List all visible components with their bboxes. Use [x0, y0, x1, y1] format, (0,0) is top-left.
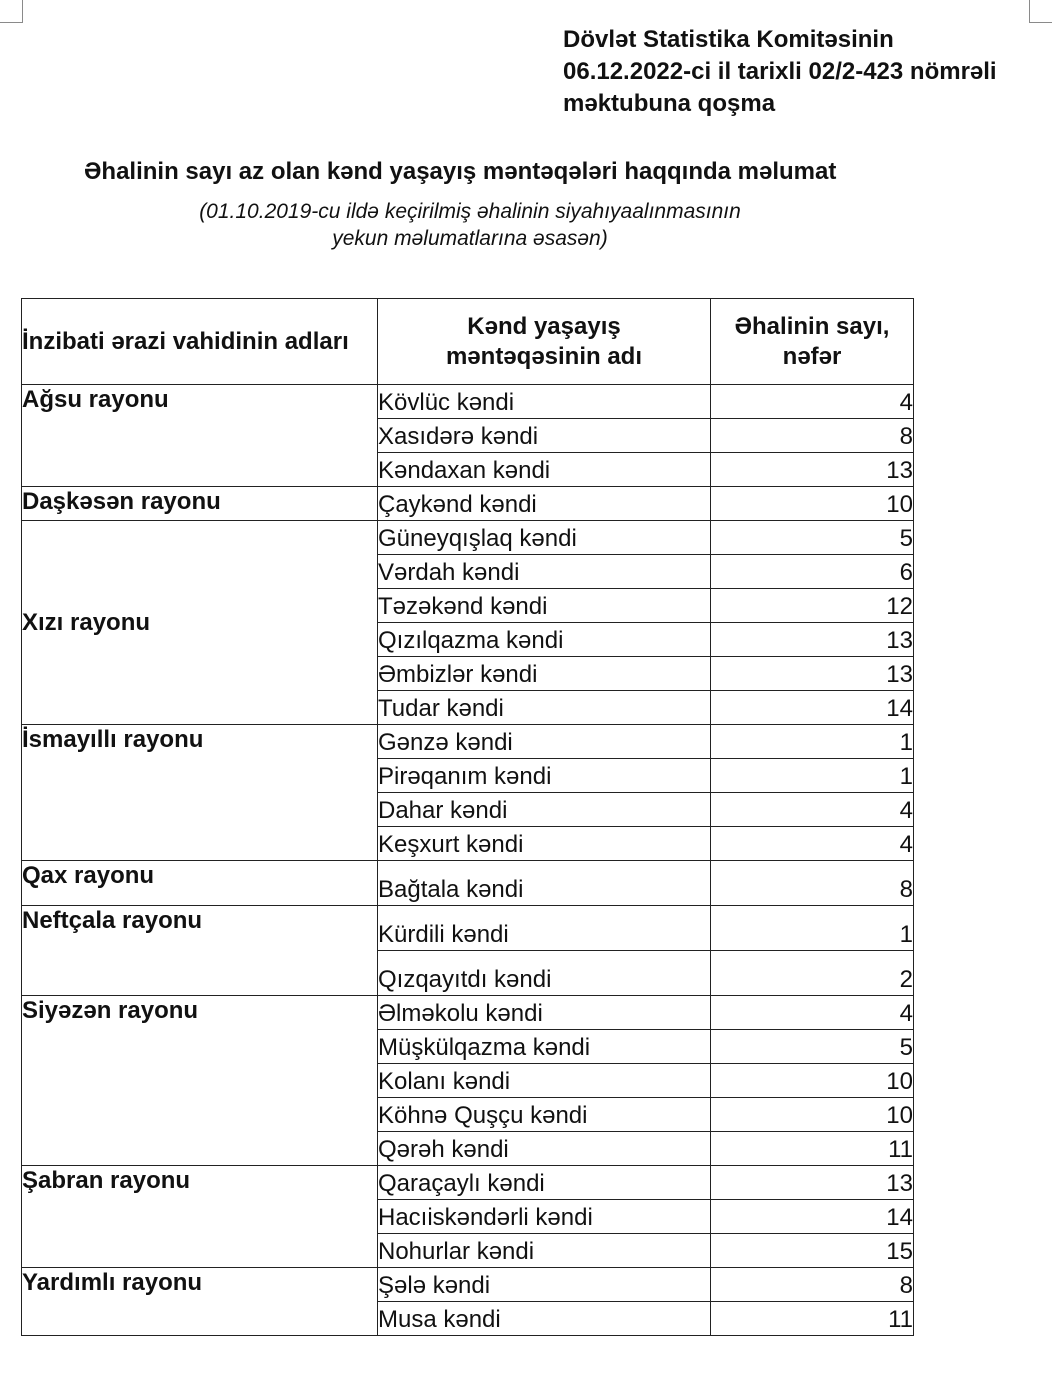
population-cell: 4: [711, 827, 914, 861]
village-cell: Qaraçaylı kəndi: [378, 1166, 711, 1200]
table-row: [22, 487, 914, 521]
letterhead-line-1: Dövlət Statistika Komitəsinin: [563, 26, 894, 53]
village-cell: Əlməkolu kəndi: [378, 996, 711, 1030]
village-cell: Pirəqanım kəndi: [378, 759, 711, 793]
district-cell: Xızı rayonu: [22, 521, 378, 725]
population-cell: 14: [711, 1200, 914, 1234]
population-cell: 13: [711, 453, 914, 487]
village-cell: Vərdah kəndi: [378, 555, 711, 589]
crop-mark-right: [1029, 0, 1052, 23]
district-cell: Ağsu rayonu: [22, 385, 378, 487]
table-row: [22, 1166, 914, 1200]
header-village-line-1: Kənd yaşayış: [467, 312, 621, 340]
population-cell: 13: [711, 623, 914, 657]
table-body: [22, 385, 914, 1336]
table-row: [22, 385, 914, 419]
villages-table: [21, 298, 914, 1336]
village-cell: Dahar kəndi: [378, 793, 711, 827]
population-cell: 1: [711, 725, 914, 759]
population-cell: 4: [711, 793, 914, 827]
table-row: [22, 521, 914, 555]
population-cell: 6: [711, 555, 914, 589]
village-cell: Şələ kəndi: [378, 1268, 711, 1302]
village-cell: Kolanı kəndi: [378, 1064, 711, 1098]
table-row: [22, 861, 914, 906]
subtitle-line-1: (01.10.2019-cu ildə keçirilmiş əhalinin siyahıyaalınmasının: [199, 200, 741, 223]
village-cell: Kürdili kəndi: [378, 906, 711, 951]
district-cell: Yardımlı rayonu: [22, 1268, 378, 1336]
letterhead-line-2: 06.12.2022-ci il tarixli 02/2-423 nömrəli: [563, 58, 997, 85]
population-cell: 12: [711, 589, 914, 623]
village-cell: Gənzə kəndi: [378, 725, 711, 759]
village-cell: Qızqayıtdı kəndi: [378, 951, 711, 996]
district-cell: Şabran rayonu: [22, 1166, 378, 1268]
population-cell: 10: [711, 1064, 914, 1098]
population-cell: 15: [711, 1234, 914, 1268]
header-population: [711, 299, 914, 385]
district-cell: Daşkəsən rayonu: [22, 487, 378, 521]
table-row: [22, 996, 914, 1030]
population-cell: 5: [711, 521, 914, 555]
population-cell: 11: [711, 1132, 914, 1166]
population-cell: 13: [711, 1166, 914, 1200]
population-cell: 4: [711, 385, 914, 419]
population-cell: 13: [711, 657, 914, 691]
village-cell: Köhnə Quşçu kəndi: [378, 1098, 711, 1132]
crop-mark-left: [0, 0, 23, 23]
document-title: Əhalinin sayı az olan kənd yaşayış məntəqələri haqqında məlumat: [84, 158, 837, 185]
village-cell: Çaykənd kəndi: [378, 487, 711, 521]
village-cell: Güneyqışlaq kəndi: [378, 521, 711, 555]
village-cell: Tudar kəndi: [378, 691, 711, 725]
village-cell: Müşkülqazma kəndi: [378, 1030, 711, 1064]
population-cell: 8: [711, 419, 914, 453]
village-cell: Bağtala kəndi: [378, 861, 711, 906]
population-cell: 8: [711, 861, 914, 906]
table-row: [22, 1268, 914, 1302]
header-village-line-2: məntəqəsinin adı: [445, 342, 643, 370]
district-cell: Siyəzən rayonu: [22, 996, 378, 1166]
village-cell: Təzəkənd kəndi: [378, 589, 711, 623]
table-row: [22, 906, 914, 951]
village-cell: Kövlüc kəndi: [378, 385, 711, 419]
village-cell: Musa kəndi: [378, 1302, 711, 1336]
district-cell: İsmayıllı rayonu: [22, 725, 378, 861]
document-subtitle: [100, 198, 840, 252]
table-header-row: [22, 299, 914, 385]
village-cell: Xasıdərə kəndi: [378, 419, 711, 453]
letterhead: [563, 24, 997, 120]
population-cell: 11: [711, 1302, 914, 1336]
village-cell: Qızılqazma kəndi: [378, 623, 711, 657]
village-cell: Nohurlar kəndi: [378, 1234, 711, 1268]
population-cell: 2: [711, 951, 914, 996]
population-cell: 10: [711, 487, 914, 521]
village-cell: Kəndaxan kəndi: [378, 453, 711, 487]
header-district: İnzibati ərazi vahidinin adları: [22, 299, 378, 385]
district-cell: Neftçala rayonu: [22, 906, 378, 996]
district-cell: Qax rayonu: [22, 861, 378, 906]
population-cell: 1: [711, 906, 914, 951]
header-population-line-2: nəfər: [782, 342, 842, 370]
village-cell: Keşxurt kəndi: [378, 827, 711, 861]
population-cell: 4: [711, 996, 914, 1030]
population-cell: 10: [711, 1098, 914, 1132]
village-cell: Əmbizlər kəndi: [378, 657, 711, 691]
population-cell: 14: [711, 691, 914, 725]
letterhead-line-3: məktubuna qoşma: [563, 90, 776, 117]
population-cell: 5: [711, 1030, 914, 1064]
population-cell: 8: [711, 1268, 914, 1302]
village-cell: Qərəh kəndi: [378, 1132, 711, 1166]
population-cell: 1: [711, 759, 914, 793]
table-row: [22, 725, 914, 759]
header-village: [378, 299, 711, 385]
header-population-line-1: Əhalinin sayı,: [734, 312, 890, 340]
village-cell: Hacıiskəndərli kəndi: [378, 1200, 711, 1234]
subtitle-line-2: yekun məlumatlarına əsasən): [332, 227, 608, 250]
